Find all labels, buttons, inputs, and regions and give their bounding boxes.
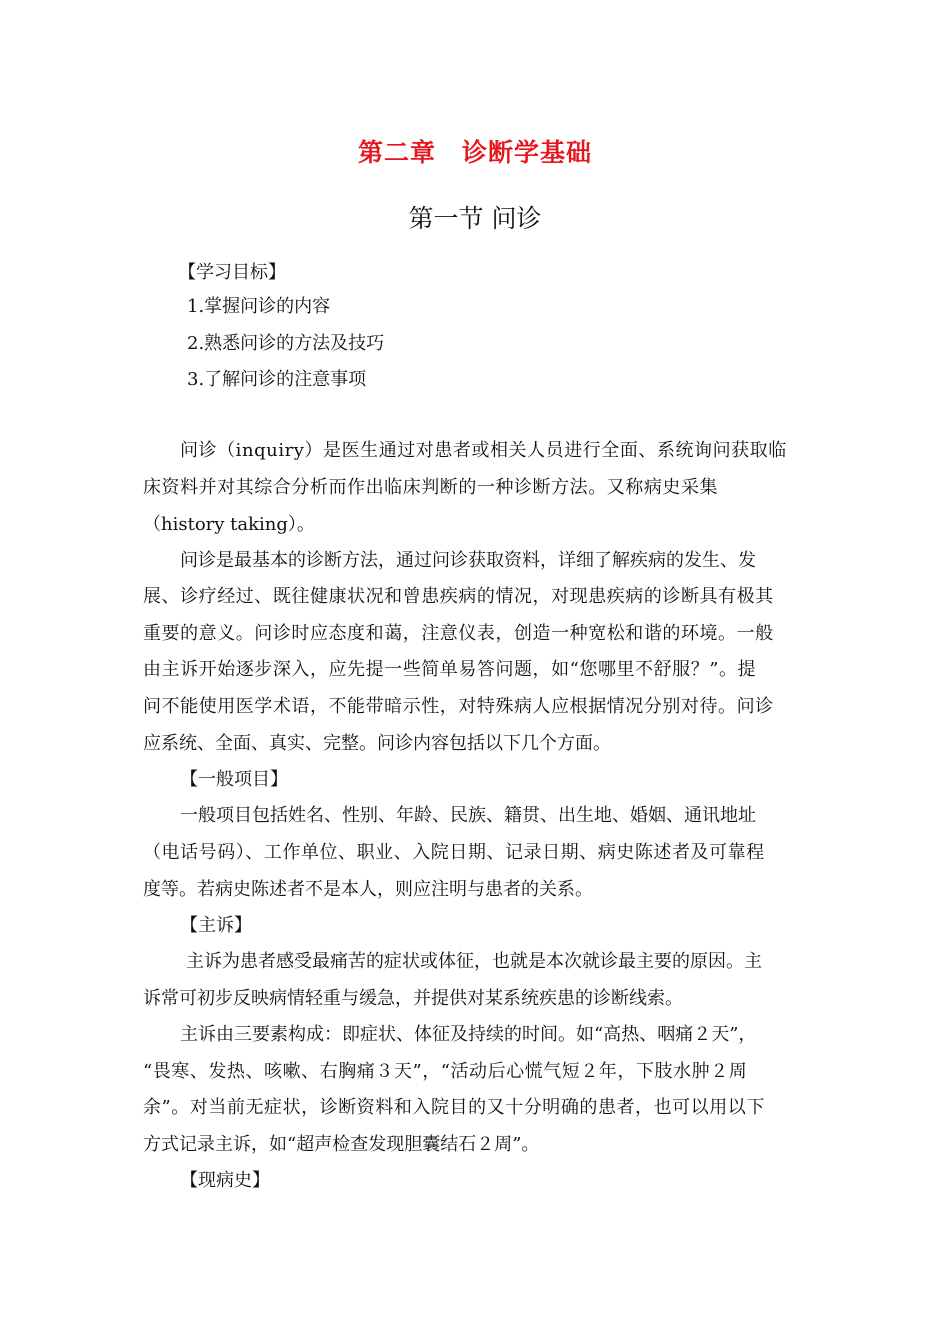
paragraph-line: 方式记录主诉，如“超声检查发现胆囊结石２周”。: [143, 1134, 540, 1155]
chapter-name: 诊断学基础: [462, 138, 593, 167]
paragraph-line: 展、诊疗经过、既往健康状况和曾患疾病的情况，对现患疾病的诊断具有极其: [143, 586, 774, 607]
paragraph-line: 一般项目包括姓名、性别、年龄、民族、籍贯、出生地、婚姻、通讯地址: [180, 805, 756, 826]
paragraph-line: 度等。若病史陈述者不是本人，则应注明与患者的关系。: [143, 879, 593, 900]
paragraph-line: （history taking）。: [143, 514, 315, 535]
paragraph-line: 重要的意义。问诊时应态度和蔼，注意仪表，创造一种宽松和谐的环境。一般: [143, 623, 774, 644]
paragraph-line: 问诊（inquiry）是医生通过对患者或相关人员进行全面、系统询问获取临: [180, 440, 787, 461]
paragraph-line: （电话号码）、工作单位、职业、入院日期、记录日期、病史陈述者及可靠程: [143, 842, 765, 863]
paragraph-line: 余”。对当前无症状，诊断资料和入院目的又十分明确的患者，也可以用以下: [143, 1097, 765, 1118]
complaint-heading: 【主诉】: [180, 915, 252, 936]
paragraph-line: “畏寒、发热、咳嗽、右胸痛３天”，“活动后心慌气短２年，下肢水肿２周: [143, 1061, 748, 1082]
chapter-title: [0, 133, 950, 169]
paragraph-line: 床资料并对其综合分析而作出临床判断的一种诊断方法。又称病史采集: [143, 477, 719, 498]
general-heading: 【一般项目】: [180, 769, 288, 790]
objective-item: 3.了解问诊的注意事项: [187, 369, 367, 390]
paragraph-line: 诉常可初步反映病情轻重与缓急，并提供对某系统疾患的诊断线索。: [143, 988, 683, 1009]
objective-item: 1.掌握问诊的内容: [187, 296, 331, 317]
paragraph-line: 主诉由三要素构成：即症状、体征及持续的时间。如“高热、咽痛２天”，: [180, 1024, 757, 1045]
paragraph-line: 问不能使用医学术语，不能带暗示性，对特殊病人应根据情况分别对待。问诊: [143, 696, 774, 717]
history-heading: 【现病史】: [180, 1170, 270, 1191]
paragraph-line: 应系统、全面、真实、完整。问诊内容包括以下几个方面。: [143, 733, 611, 754]
paragraph-line: 问诊是最基本的诊断方法，通过问诊获取资料，详细了解疾病的发生、发: [180, 550, 756, 571]
section-title: 第一节 问诊: [408, 204, 542, 233]
paragraph-line: 主诉为患者感受最痛苦的症状或体征，也就是本次就诊最主要的原因。主: [186, 951, 762, 972]
chapter-number: 第二章: [357, 138, 436, 167]
objective-item: 2.熟悉问诊的方法及技巧: [187, 333, 385, 354]
paragraph-line: 由主诉开始逐步深入，应先提一些简单易答问题，如“您哪里不舒服？”。提: [143, 659, 757, 680]
objectives-heading: 【学习目标】: [178, 262, 286, 283]
